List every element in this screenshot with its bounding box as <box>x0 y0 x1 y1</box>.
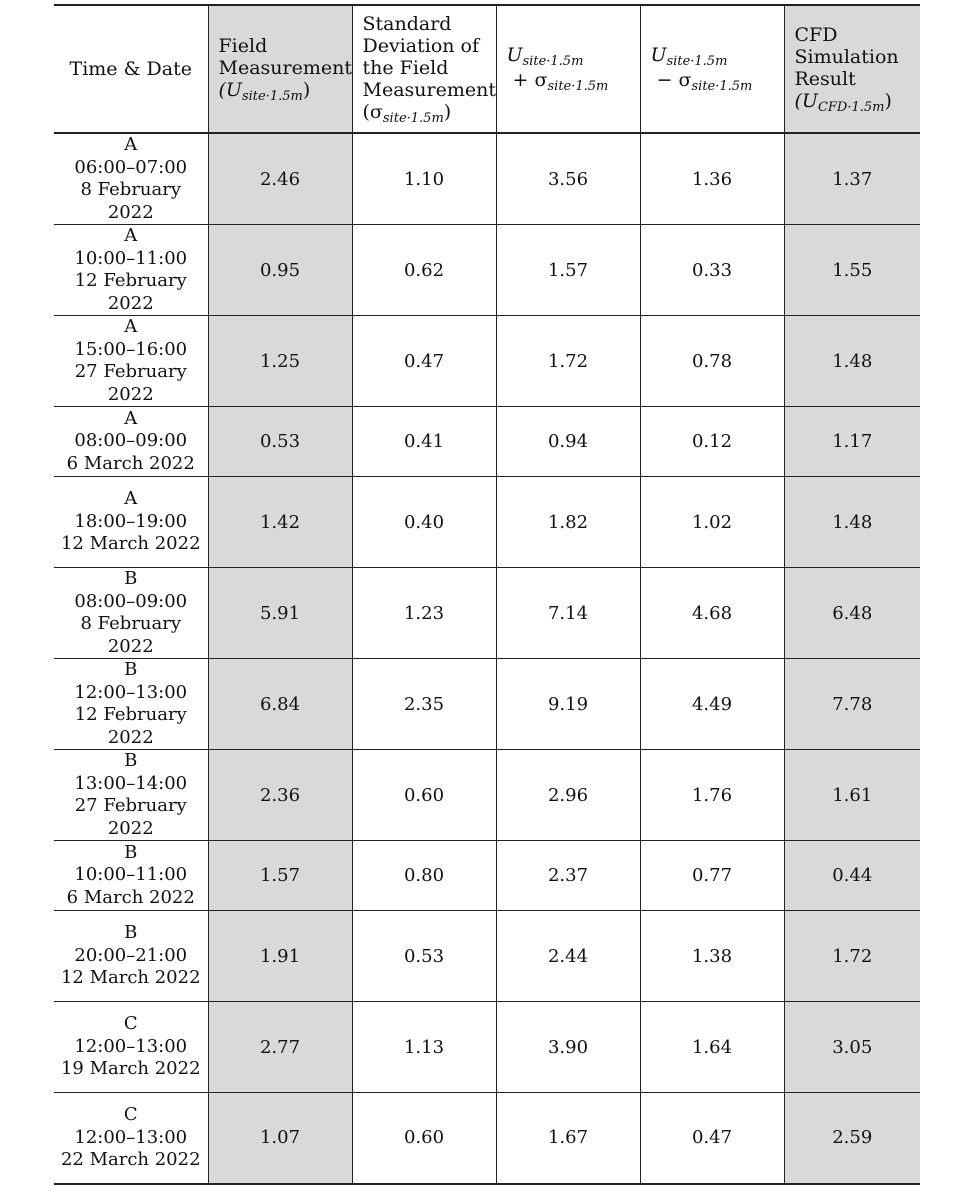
cell-minus: 0.78 <box>640 316 784 407</box>
cell-site: B <box>124 841 138 863</box>
cell-site: A <box>124 488 138 510</box>
cell-field: 6.84 <box>208 659 352 750</box>
table-row <box>54 316 920 407</box>
cell-field: 2.36 <box>208 750 352 841</box>
cell-site: C <box>123 1013 138 1035</box>
table-row <box>54 659 920 750</box>
cell-minus: 0.47 <box>640 1093 784 1184</box>
cell-time: 10:00–11:00 <box>74 247 188 269</box>
cell-plus: 2.37 <box>496 841 640 911</box>
cell-date: 22 March 2022 <box>60 1149 201 1170</box>
cell-date: 8 February 2022 <box>80 613 182 657</box>
cell-minus: 0.12 <box>640 407 784 477</box>
cell-cfd: 7.78 <box>784 659 920 750</box>
cell-time: 10:00–11:00 <box>74 864 188 886</box>
cell-plus: 7.14 <box>496 568 640 659</box>
cell-time-date <box>54 316 208 407</box>
cell-minus: 4.49 <box>640 659 784 750</box>
cell-plus: 1.67 <box>496 1093 640 1184</box>
cell-plus: 2.96 <box>496 750 640 841</box>
cell-std: 1.13 <box>352 1002 496 1093</box>
table-row <box>54 1002 920 1093</box>
header-time-date: Time & Date <box>54 5 208 133</box>
cell-date: 27 February 2022 <box>74 795 187 839</box>
cell-site: B <box>124 922 138 944</box>
cell-minus: 1.38 <box>640 911 784 1002</box>
cell-time-date <box>54 225 208 316</box>
cell-time-date <box>54 750 208 841</box>
table-row <box>54 568 920 659</box>
cell-cfd: 3.05 <box>784 1002 920 1093</box>
cell-field: 2.46 <box>208 133 352 225</box>
cell-field: 5.91 <box>208 568 352 659</box>
cell-std: 0.80 <box>352 841 496 911</box>
table-body <box>54 133 920 1184</box>
cell-time-date <box>54 477 208 568</box>
cell-date: 27 February 2022 <box>74 361 187 405</box>
cell-date: 8 February 2022 <box>80 179 182 223</box>
cell-site: B <box>124 568 138 589</box>
cell-time-date <box>54 911 208 1002</box>
cell-minus: 1.64 <box>640 1002 784 1093</box>
cell-minus: 1.36 <box>640 133 784 225</box>
cell-std: 1.23 <box>352 568 496 659</box>
cell-time: 18:00–19:00 <box>74 510 188 532</box>
cell-cfd: 1.55 <box>784 225 920 316</box>
cell-time-date <box>54 568 208 659</box>
cell-time: 13:00–14:00 <box>74 772 188 794</box>
cell-minus: 1.76 <box>640 750 784 841</box>
cell-std: 0.40 <box>352 477 496 568</box>
cell-cfd: 0.44 <box>784 841 920 911</box>
table-row <box>54 750 920 841</box>
cell-cfd: 1.37 <box>784 133 920 225</box>
header-row <box>54 5 920 133</box>
cell-date: 12 February 2022 <box>74 704 187 748</box>
cell-plus: 1.57 <box>496 225 640 316</box>
cell-time-date <box>54 841 208 911</box>
cell-time-date <box>54 407 208 477</box>
cell-minus: 0.77 <box>640 841 784 911</box>
cell-site: A <box>124 407 138 429</box>
cell-plus: 3.56 <box>496 133 640 225</box>
cell-time: 08:00–09:00 <box>74 590 188 612</box>
cell-date: 12 March 2022 <box>60 533 201 555</box>
cell-minus: 4.68 <box>640 568 784 659</box>
table-row <box>54 407 920 477</box>
cell-std: 0.53 <box>352 911 496 1002</box>
cell-cfd: 1.48 <box>784 316 920 407</box>
cell-minus: 0.33 <box>640 225 784 316</box>
cell-std: 0.47 <box>352 316 496 407</box>
cell-plus: 0.94 <box>496 407 640 477</box>
cell-minus: 1.02 <box>640 477 784 568</box>
cell-site: B <box>124 659 138 680</box>
cell-site: A <box>124 134 138 155</box>
cell-plus: 9.19 <box>496 659 640 750</box>
cell-cfd: 2.59 <box>784 1093 920 1184</box>
cell-plus: 1.72 <box>496 316 640 407</box>
cell-date: 19 March 2022 <box>60 1058 201 1080</box>
cell-plus: 1.82 <box>496 477 640 568</box>
cell-field: 1.91 <box>208 911 352 1002</box>
table-row <box>54 225 920 316</box>
cell-time-date <box>54 1093 208 1184</box>
cell-plus: 3.90 <box>496 1002 640 1093</box>
cell-cfd: 6.48 <box>784 568 920 659</box>
cell-site: A <box>124 316 138 337</box>
cell-time-date <box>54 133 208 225</box>
cell-date: 6 March 2022 <box>66 886 195 908</box>
table-row <box>54 133 920 225</box>
cell-time: 12:00–13:00 <box>74 681 188 703</box>
cell-time: 06:00–07:00 <box>74 156 188 178</box>
cell-field: 1.07 <box>208 1093 352 1184</box>
cell-std: 1.10 <box>352 133 496 225</box>
cell-field: 1.42 <box>208 477 352 568</box>
cell-time: 12:00–13:00 <box>74 1035 188 1057</box>
cell-cfd: 1.48 <box>784 477 920 568</box>
cell-field: 1.57 <box>208 841 352 911</box>
cell-cfd: 1.72 <box>784 911 920 1002</box>
header-u-plus-sigma: $U_{site\cdot 1.5m}$ + $\sigma_{site\cdot 1.5m}$ <box>496 5 640 133</box>
cell-time: 12:00–13:00 <box>74 1126 188 1148</box>
cell-site: A <box>124 225 138 246</box>
cell-cfd: 1.61 <box>784 750 920 841</box>
cell-date: 6 March 2022 <box>66 452 195 474</box>
cell-field: 0.95 <box>208 225 352 316</box>
cell-plus: 2.44 <box>496 911 640 1002</box>
cell-time: 08:00–09:00 <box>74 430 188 452</box>
cell-site: B <box>124 750 138 771</box>
cell-std: 2.35 <box>352 659 496 750</box>
cell-field: 0.53 <box>208 407 352 477</box>
cell-cfd: 1.17 <box>784 407 920 477</box>
cell-field: 1.25 <box>208 316 352 407</box>
cell-time: 15:00–16:00 <box>74 338 188 360</box>
table-row <box>54 841 920 911</box>
cell-time: 20:00–21:00 <box>74 944 188 966</box>
cell-site: C <box>123 1104 138 1125</box>
cell-field: 2.77 <box>208 1002 352 1093</box>
table-row <box>54 1093 920 1184</box>
data-table <box>54 4 920 1185</box>
header-std-deviation: Standard Deviation of the Field Measurement $(\sigma_{site\cdot 1.5m})$ <box>352 5 496 133</box>
table-row <box>54 911 920 1002</box>
header-field-measurement: Field Measurement $(U_{site\cdot 1.5m})$ <box>208 5 352 133</box>
header-u-minus-sigma: $U_{site\cdot 1.5m}$ − $\sigma_{site\cdot 1.5m}$ <box>640 5 784 133</box>
table-row <box>54 477 920 568</box>
cell-std: 0.62 <box>352 225 496 316</box>
header-cfd-result: CFD Simulation Result $(U_{CFD\cdot 1.5m})$ <box>784 5 920 133</box>
cell-date: 12 February 2022 <box>74 270 187 314</box>
cell-time-date <box>54 659 208 750</box>
cell-std: 0.60 <box>352 1093 496 1184</box>
cell-time-date <box>54 1002 208 1093</box>
cell-date: 12 March 2022 <box>60 967 201 989</box>
cell-std: 0.41 <box>352 407 496 477</box>
cell-std: 0.60 <box>352 750 496 841</box>
